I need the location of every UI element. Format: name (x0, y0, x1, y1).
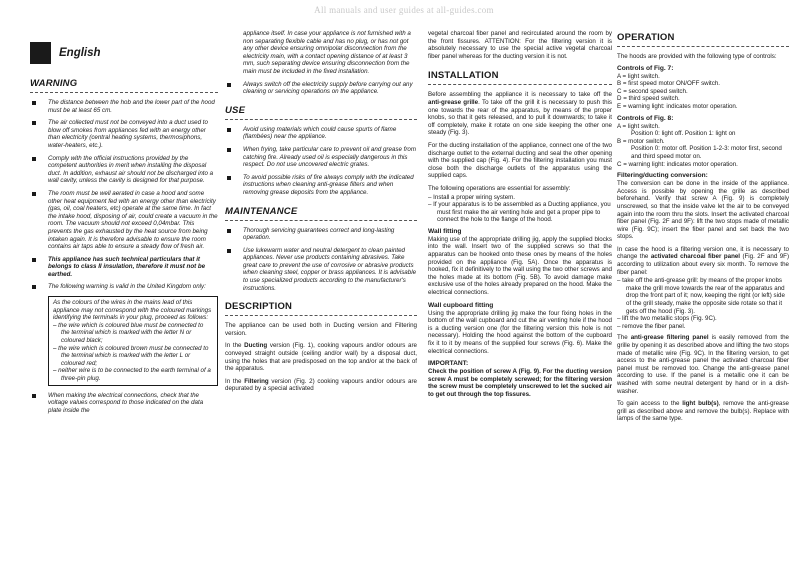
section-divider (617, 46, 789, 47)
warning-bullet: The room must be well aerated in case a hood and some other heat equipment fed with an energy other than electricity (gas, oil, coal heaters, etc) operate at the same time. In fact the intake hood, disposing of air, could create a vacuum in the room. The vacuum should not exceed 0,04mbar. This prevents the gas exhausted by the heat source from being intaken again. It is therefore advisable to ensure the room contains air taps able to ensure a steady flow of fresh air. (30, 190, 218, 251)
control-detail: Position 0: motor off. Position 1-2-3: motor first, second and third speed motor on. (631, 145, 782, 160)
uk-wiring-box (48, 296, 218, 386)
anti-grease-paragraph: The anti-grease filtering panel is easily removed from the grille by opening it as described above and lifting the two stops made of metallic wire (Fig. 9C). In the filtering version, to get access to the anti-grease panel the activated charcoal fiber panel must be removed too. Change the anti-grease panel according to use. If the panel is a metallic one it can be washed with some neutral detergent by hand or in a dish-washer. (617, 334, 789, 395)
operation-item: – Install a proper wiring system. (428, 193, 516, 201)
control-item: A = light switch. (617, 72, 660, 80)
control-item: B = first speed motor ON/OFF switch. (617, 80, 720, 88)
filtering-paragraph: In the Filtering version (Fig. 2) cooking vapours and/or odours are depurated by a special activated (225, 377, 417, 393)
fiber-step: – remove the fiber panel. (617, 322, 686, 330)
cupboard-fitting-title: Wall cupboard fitting (428, 301, 494, 309)
control-item: B = motor switch. (617, 137, 665, 145)
control-detail: Position 0: light off. Position 1: light on (631, 130, 736, 138)
fiber-step: – take off the anti-grease grill: by means of the proper knobs make the grill move towards the rear of the apparatus and drop the front part of it; now, keeping the right (or left) side of the grill steady, make the opposite side rotate so that it gets off the hood (Fig. 3). (617, 277, 785, 315)
wall-fitting-title: Wall fitting (428, 227, 462, 235)
installation-title: INSTALLATION (428, 70, 499, 82)
control-item: C = warning light: indicates motor operation. (617, 160, 738, 168)
wiring-item: – neither wire is to be connected to the earth terminal of a three-pin plug. (53, 367, 211, 382)
warning-bullet: Comply with the official instructions provided by the competent authorities in merit when installing the disposal duct. In addition, exhaust air should not be discharged into a wall cavity, unless the cavity is designed for that purpose. (30, 155, 218, 185)
warning-title: WARNING (30, 78, 78, 89)
operations-intro: The following operations are essential for assembly: (428, 184, 571, 192)
maintenance-title: MAINTENANCE (225, 205, 298, 217)
light-bulb-paragraph: To gain access to the light bulb(s), remove the anti-grease grill as described above and remove the bulb(s). Replace with lamps of the same type. (617, 400, 789, 423)
column-1 (30, 30, 218, 419)
section-divider (30, 92, 218, 93)
column-3 (428, 30, 612, 404)
column-4 (617, 30, 789, 428)
warning-bullet: The distance between the hob and the lower part of the hood must be at least 65 cm. (30, 99, 218, 114)
warning-bullet: The air collected must not be conveyed into a duct used to blow off smokes from appliances fed with an energy other than electricity (central heating systems, thermosiphons, water-heaters, etc.). (30, 119, 218, 149)
important-title: IMPORTANT: (428, 360, 469, 368)
use-title: USE (225, 104, 246, 116)
operation-title: OPERATION (617, 32, 675, 43)
cupboard-fitting-paragraph: Using the appropriate drilling jig make the four fixing holes in the bottom of the wall cupboard and cut the air venting hole if the hood is a ducting version one (for the filtering version this hole is not necessary). Holding the hood against the bottom of the cupboard fix it to it by means of the supplied four screws (Fig. 6). Make the electrical connections. (428, 309, 612, 355)
control-item: A = light switch. (617, 122, 660, 130)
wiring-item: – the wire which is coloured blue must be connected to the terminal which is marked with the letter N or coloured black; (53, 321, 204, 345)
use-bullet: Avoid using materials which could cause spurts of flame (flambées) near the appliance. (225, 126, 417, 141)
maintenance-bullet: Thorough servicing guarantees correct and long-lasting operation. (225, 227, 417, 242)
wall-fitting-paragraph: Making use of the appropriate drilling jig, apply the supplied blocks into the wall. Insert two of the supplied screws so that the apparatus can be hooked onto these ones by means of the holes provided on the appliance (Fig. 5A). Once the apparatus is hooked, fix it definitively to the wall using the two other screws and the holes made at its bottom (Fig. 5B). To avoid damage make exclusive use of the holes already prepared on the hood. Make the electrical connections. (428, 235, 612, 297)
control-item: C = second speed switch. (617, 87, 688, 95)
grille-paragraph: Before assembling the appliance it is necessary to take off the anti-grease grille. To take off the grill it is necessary to push this one towards the rear of the apparatus, by means of the proper knobs, so that it gets released, and to pull it downwards; to take it off completely, make it rotate on one side keeping the other one steady (Fig. 3). (428, 91, 612, 137)
switch-off-bullet: Always switch off the electricity supply before carrying out any cleaning or servicing operations on the appliance. (225, 81, 417, 96)
fiber-step: – lift the two metallic stops (Fig. 9C). (617, 315, 717, 323)
uk-warning-bullet: The following warning is valid in the United Kingdom only: (30, 283, 218, 291)
control-item: E = warning light: indicates motor operation. (617, 102, 738, 110)
section-divider (428, 84, 612, 85)
section-divider (225, 315, 417, 316)
ducting-paragraph: In the Ducting version (Fig. 1), cooking vapours and/or odours are conveyed straight outside (ceiling and/or wall) by a disposal duct, using the holes that are predisposed on the top and/or at the back of the apparatus. (225, 342, 418, 373)
maintenance-bullet: Use lukewarm water and neutral detergent to clean painted appliances. Never use products containing abrasives. Take great care to prevent the use of corrosive or abrasive products when cleaning steel, copper or brass appliances. It is advisable to use specialized products according to the manufacturer's instructions. (225, 247, 417, 293)
insulation-class-bullet: This appliance has such technical particulars that it belongs to class II insulation, therefore it must not be earthed. (30, 256, 218, 279)
wiring-item: – the wire which is coloured brown must be connected to the terminal which is marked with the letter L or coloured red; (53, 344, 209, 367)
section-divider (225, 119, 417, 120)
control-item: D = third speed switch. (617, 95, 680, 103)
fig8-title: Controls of Fig. 8: (617, 114, 674, 122)
filter-conversion-title: Filtering/ducting conversion: (617, 172, 708, 180)
watermark: All manuals and user guides at all-guides.com (314, 5, 494, 15)
section-divider (225, 220, 417, 221)
fiber-panel-paragraph: In case the hood is a filtering version one, it is necessary to change the activated charcoal fiber panel (Fig. 2F and 9F) according to utilization about every six month. To remove the fiber panel: (617, 245, 790, 276)
language-header (30, 42, 218, 64)
description-title: DESCRIPTION (225, 301, 293, 313)
fig7-title: Controls of Fig. 7: (617, 64, 674, 72)
filter-conversion-paragraph: The conversion can be done in the inside of the appliance. Access is possible by opening the grille as described beforehand. Verify that screw A (Fig. 9) is completely unscrewed, so that the inside valve let the air to be conveyed again into the room thru the slots. Insert the activated charcoal fiber panel (Fig. 2F and 9F): lift the two stops made of metallic wire (Fig. 9C); insert the fiber panel and set back the two stops. (617, 180, 789, 241)
language-tab-marker (30, 42, 51, 64)
description-paragraph: The appliance can be used both in Ducting version and Filtering version. (225, 322, 417, 337)
continuation-text: appliance itself. In case your appliance is not furnished with a non separating flexible cable and has no plug, or has not got any other device ensuring omnipolar disconnection from the electricity main, with a contact opening distance of at least 3 mm, such separating device ensuring disconnection from the main must be included in the fixed installation. (243, 30, 411, 75)
important-paragraph: Check the position of screw A (Fig. 9). For the ducting version screw A must be completely screwed; for the filtering version the screw must be completely unscrewed to let the sucked air to get out through the top fissures. (428, 368, 612, 398)
ducting-install-paragraph: For the ducting installation of the appliance, connect one of the two discharge outlet to the external ducting and seal the other opening with the supplied cap (Fig. 4). For the filtering installation you must close both the discharge outlets of the apparatus using the supplied caps. (428, 141, 612, 180)
use-bullet: When frying, take particular care to prevent oil and grease from catching fire. Already used oil is especially dangerous in this respect. Do not use uncovered electric grates. (225, 146, 417, 169)
operation-item: – If your apparatus is to be assembled as a Ducting appliance, you must first make the air venting hole and get a proper pipe to connect the hole to the flange of the hood. (428, 201, 611, 224)
use-bullet: To avoid possible risks of fire always comply with the indicated instructions when cleaning anti-grease filters and when removing grease deposits from the appliance. (225, 174, 417, 197)
wiring-intro: As the colours of the wires in the mains lead of this appliance may not correspond with the coloured markings identifying the terminals in your plug, proceed as follows: (53, 299, 212, 322)
language-title: English (59, 47, 101, 59)
operation-intro: The hoods are provided with the following type of controls: (617, 53, 777, 60)
voltage-bullet: When making the electrical connections, check that the voltage values correspond to those indicated on the data plate inside the (30, 392, 218, 415)
column-2 (225, 30, 417, 398)
charcoal-intro: vegetal charcoal fiber panel and recirculated around the room by the front fissures. ATTENTION: For the filtering version it is absolutely necessary to use the special active vegetal charcoal fiber panel whereas for the ducting version it is not. (428, 30, 612, 60)
